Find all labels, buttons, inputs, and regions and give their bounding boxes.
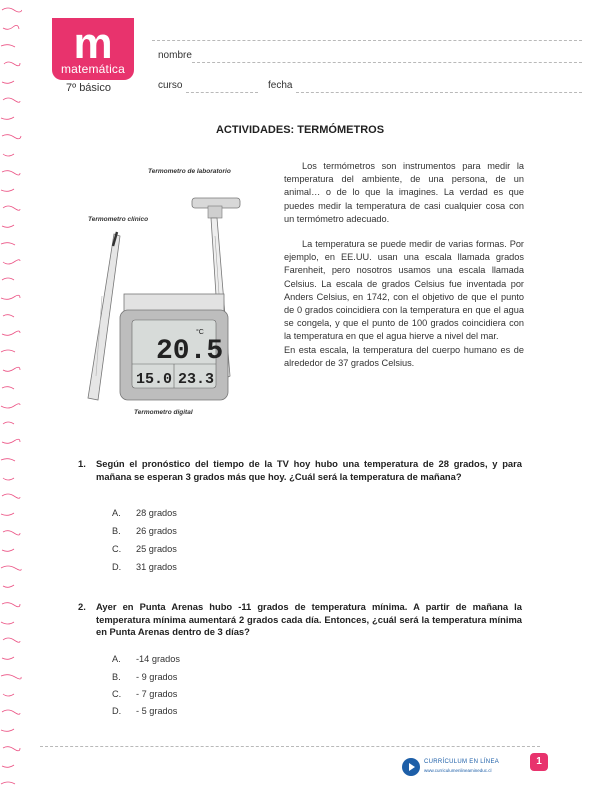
question-2-option-c[interactable]: C. - 7 grados: [112, 689, 178, 699]
footer-brand-name: CURRÍCULUM EN LÍNEA: [424, 759, 500, 765]
play-icon: [402, 758, 420, 776]
logo-letter: m: [73, 19, 113, 68]
question-1-option-b[interactable]: B. 26 grados: [112, 526, 177, 536]
page-number: 1: [530, 753, 548, 771]
intro-paragraph-2: La temperatura se puede medir de varias formas. Por ejemplo, en EE.UU. usan una escala llamada grados Farenheit, pero nosotros usamos una escala llamada Celsius. La escala de grados Celsius fue inventada por Anders Celsius, en 1742, con el objetivo de que el punto de 0 grados coincidiera con la temperatura en que el agua se congela, y que el punto de 100 grados coincidiera con la temperatura en que el agua hierve a nivel del mar.: [284, 239, 524, 342]
header-divider-top: [152, 40, 582, 41]
course-field-line[interactable]: [186, 92, 258, 93]
name-field-line[interactable]: [192, 62, 582, 63]
digital-thermometer-icon: [120, 294, 228, 400]
question-1-option-c[interactable]: C. 25 grados: [112, 544, 177, 554]
question-2-number: 2.: [78, 601, 86, 612]
date-field-line[interactable]: [296, 92, 582, 93]
date-label: fecha: [268, 80, 293, 91]
course-label: curso: [158, 80, 183, 91]
thermometers-illustration: [84, 176, 254, 408]
display-left-value: 15.0: [136, 371, 173, 388]
footer-brand-url: www.curriculumenlineamineduc.cl: [424, 768, 492, 773]
question-1-option-a[interactable]: A. 28 grados: [112, 508, 177, 518]
question-2-option-d[interactable]: D. - 5 grados: [112, 706, 178, 716]
intro-text: [284, 160, 524, 382]
question-1-number: 1.: [78, 458, 86, 469]
display-right-value: 23.3: [178, 371, 215, 388]
question-2-text: Ayer en Punta Arenas hubo -11 grados de temperatura mínima. A partir de mañana la temperatura mínima aumentará 2 grados cada día. Entonces, ¿cuál será la temperatura mínima en Punta Arenas dentro de 3 días?: [96, 601, 522, 637]
logo-subject: matemática: [60, 62, 126, 76]
page-title: ACTIVIDADES: TERMÓMETROS: [215, 124, 385, 136]
question-1-text: Según el pronóstico del tiempo de la TV hoy hubo una temperatura de 28 grados, y para mañana se esperan 3 grados más que hoy. ¿Cuál será la temperatura de mañana?: [96, 458, 522, 482]
subject-logo: [52, 18, 134, 80]
question-2-option-b[interactable]: B. - 9 grados: [112, 672, 178, 682]
question-2-option-a[interactable]: A. -14 grados: [112, 654, 180, 664]
question-1-option-d[interactable]: D. 31 grados: [112, 562, 177, 572]
display-main-value: 20.5: [156, 336, 224, 367]
caption-clinical-thermometer: Termometro clínico: [88, 216, 149, 223]
display-unit: °C: [196, 329, 204, 336]
margin-decoration: [0, 0, 22, 800]
intro-paragraph-3: En esta escala, la temperatura del cuerpo humano es de alrededor de 37 grados Celsius.: [284, 344, 524, 368]
footer-divider: [40, 746, 540, 747]
intro-paragraph-1: Los termómetros son instrumentos para medir la temperatura del ambiente, de una persona, de un animal… o de lo que la imagines. La verdad es que puedes medir la temperatura de casi cualquier cosa con un termómetro adecuado.: [284, 161, 524, 224]
caption-lab-thermometer: Termometro de laboratorio: [148, 168, 231, 175]
caption-digital-thermometer: Termometro digital: [134, 409, 193, 416]
name-label: nombre: [158, 50, 192, 61]
grade-label: 7º básico: [66, 82, 111, 94]
clinical-thermometer-icon: [88, 232, 120, 400]
